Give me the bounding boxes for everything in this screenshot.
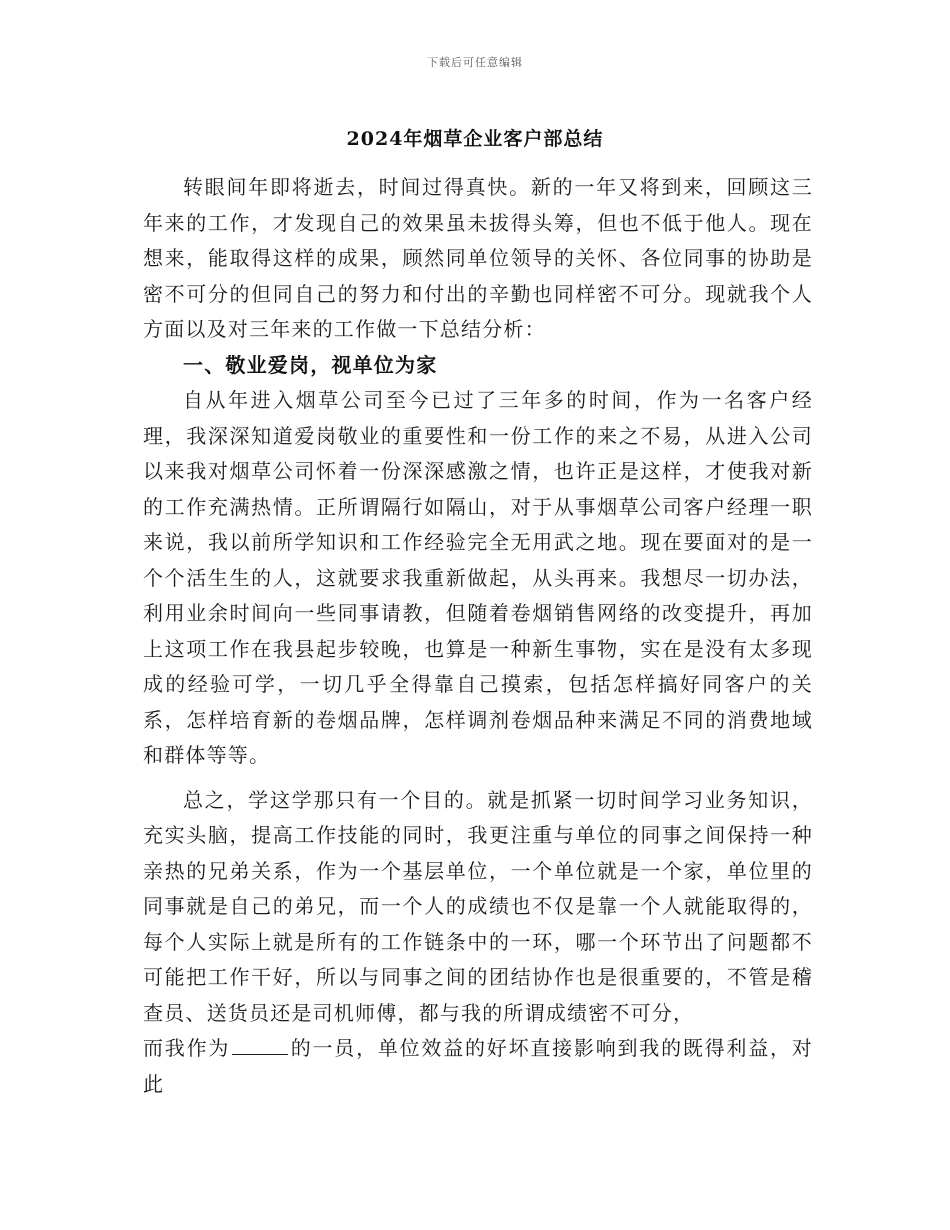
section1-paragraph-3 <box>143 1031 813 1102</box>
document-body <box>143 170 813 1102</box>
document-title: 2024年烟草企业客户部总结 <box>346 128 604 150</box>
paragraph-3-text-before: 而我作为 <box>143 1036 231 1060</box>
section1-paragraph-2: 总之，学这学那只有一个目的。就是抓紧一切时间学习业务知识，充实头脑，提高工作技能的同时，我更注重与单位的同事之间保持一种亲热的兄弟关系，作为一个基层单位，一个单位就是一个家，单位里的同事就是自己的弟兄，而一个人的成绩也不仅是靠一个人就能取得的，每个人实际上就是所有的工作链条中的一环，哪一个环节出了问题都不可能把工作干好，所以与同事之间的团结协作也是很重要的，不管是稽查员、送货员还是司机师傅，都与我的所谓成绩密不可分， <box>143 787 813 1025</box>
section-heading-1: 一、敬业爱岗，视单位为家 <box>183 352 438 377</box>
fill-in-blank <box>232 1034 288 1055</box>
intro-paragraph: 转眼间年即将逝去，时间过得真快。新的一年又将到来，回顾这三年来的工作，才发现自己的效果虽未拔得头筹，但也不低于他人。现在想来，能取得这样的成果，顾然同单位领导的关怀、各位同事的协助是密不可分的但同自己的努力和付出的辛勤也同样密不可分。现就我个人方面以及对三年来的工作做一下总结分析： <box>143 175 813 341</box>
page-header-note: 下载后可任意编辑 <box>427 56 523 69</box>
paragraph-3-text-after: 的一员，单位效益的好坏直接影响到我的既得利益，对此 <box>143 1036 813 1096</box>
section1-paragraph-1: 自从年进入烟草公司至今已过了三年多的时间，作为一名客户经理，我深深知道爱岗敬业的重要性和一份工作的来之不易，从进入公司以来我对烟草公司怀着一份深深感激之情，也许正是这样，才使我对新的工作充满热情。正所谓隔行如隔山，对于从事烟草公司客户经理一职来说，我以前所学知识和工作经验完全无用武之地。现在要面对的是一个个活生生的人，这就要求我重新做起，从头再来。我想尽一切办法，利用业余时间向一些同事请教，但随着卷烟销售网络的改变提升，再加上这项工作在我县起步较晚，也算是一种新生事物，实在是没有太多现成的经验可学，一切几乎全得靠自己摸索，包括怎样搞好同客户的关系，怎样培育新的卷烟品牌，怎样调剂卷烟品种来满足不同的消费地域和群体等等。 <box>143 388 813 767</box>
